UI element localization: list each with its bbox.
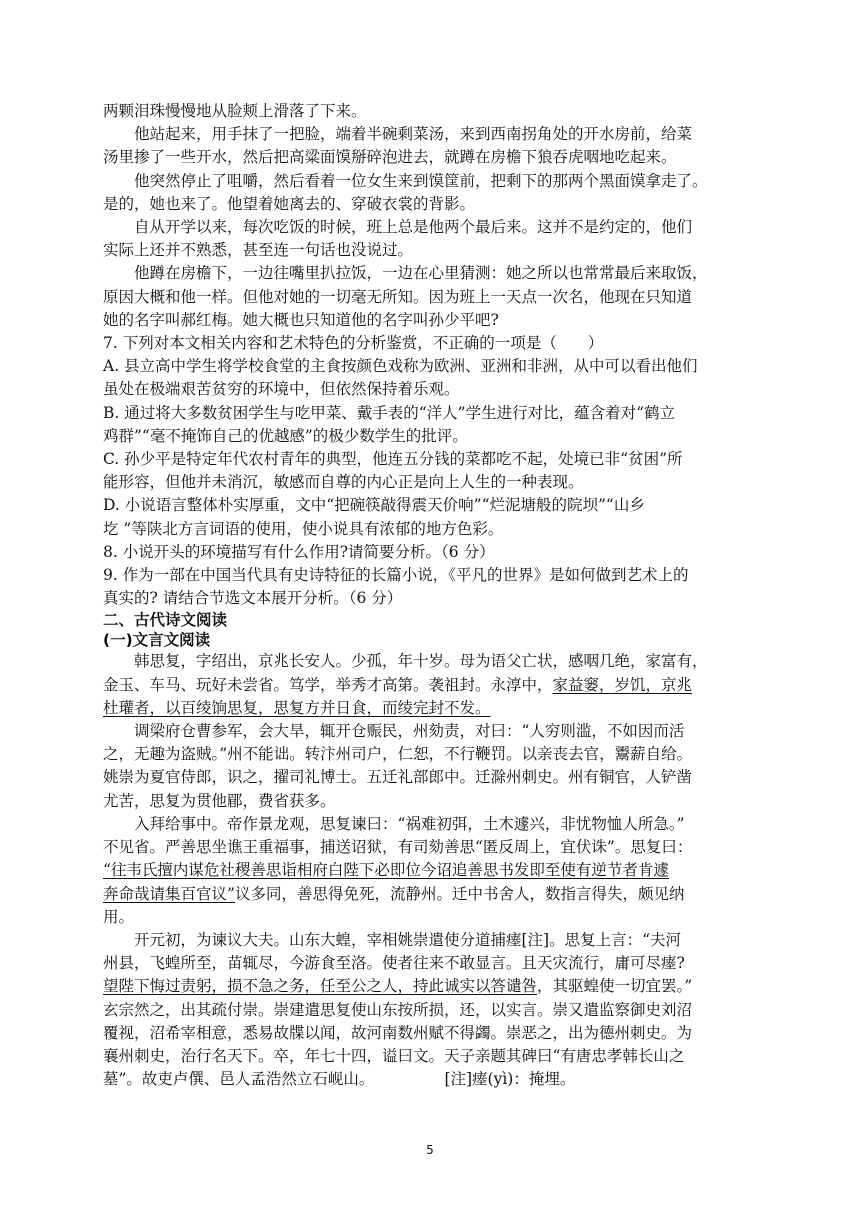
text-line xyxy=(103,859,759,882)
option-c-line: 能形容，但他并未消沉，敏感而自尊的内心正是向上人生的一种表现。 xyxy=(103,473,584,492)
text-line: 襄州刺史，治行名天下。卒，年七十四，谥曰文。天子亲题其碑曰“有唐忠孝韩长山之 xyxy=(103,1046,685,1065)
text-line: 韩思复，字绍出，京兆长安人。少孤，年十岁。母为语父亡状，感咽几绝，家富有， xyxy=(134,652,708,671)
text-line: 他站起来，用手抹了一把脸，端着半碗剩菜汤，来到西南拐角处的开水房前，给菜 xyxy=(134,125,693,144)
option-b-line: 鸡群”“毫不掩饰自己的优越感”的极少数学生的批评。 xyxy=(103,426,468,445)
text-line: 望陛下悔过责躬，损不急之务，任至公之人，持此诚实以答谴咎，其驱蝗使一切宜罢。” xyxy=(103,977,693,996)
text-line: 不见省。严善思坐谯王重福事，捕送诏狱，有司劾善思“匿反周上，宜伏诛”。思复曰： xyxy=(103,838,693,857)
text-line: 她的名字叫郝红梅。她大概也只知道他的名字叫孙少平吧? xyxy=(103,310,499,329)
underlined-sentence: 望陛下悔过责躬，损不急之务，任至公之人，持此诚实以答谴咎 xyxy=(103,977,538,996)
document-body xyxy=(103,100,759,1091)
underlined-sentence: “往韦氏擅内谋危社稷善思诣相府白陛下必即位今诏追善思书发即至使有逆节者肯遽 xyxy=(103,861,669,880)
question-9-line: 真实的? 请结合节选文本展开分析。（6 分） xyxy=(103,589,403,608)
question-8: 8. 小说开头的环境描写有什么作用?请简要分析。（6 分） xyxy=(103,542,495,561)
text-line: 开元初，为谏议大夫。山东大蝗，宰相姚崇遣使分道捕瘗[注]。思复上言：“夫河 xyxy=(134,930,682,949)
text-line: 奔命哉请集百官议”议多同，善思得免死，流静州。迁中书舍人，数指言得失，颇见纳 xyxy=(103,884,685,903)
underlined-sentence: 家益窭，岁饥，京兆 xyxy=(552,675,693,694)
text-line: 原因大概和他一样。但他对她的一切毫无所知。因为班上一天点一次名，他现在只知道 xyxy=(103,287,693,306)
text-line: 两颗泪珠慢慢地从脸颊上滑落了下来。 xyxy=(103,102,367,120)
text-line: 姚崇为夏官侍郎，识之，擢司礼博士。五迁礼部郎中。迁滁州刺史。州有铜官，人铲凿 xyxy=(103,768,693,787)
text-line: 金玉、车马、玩好未尝省。笃学，举秀才高第。袭祖封。永淳中，家益窭，岁饥，京兆 xyxy=(103,675,693,694)
text-line: 是的，她也来了。他望着她离去的、穿破衣裳的背影。 xyxy=(103,194,476,213)
option-c-line: C. 孙少平是特定年代农村青年的典型，他连五分钱的菜都吃不起，处境已非“贫困”所 xyxy=(103,450,683,469)
option-d-line: 圪 ”等陕北方言词语的使用，使小说具有浓郁的地方色彩。 xyxy=(103,519,504,538)
underlined-sentence: 奔命哉请集百官议” xyxy=(103,884,235,903)
text-line: 墓”。故吏卢僎、邑人孟浩然立石岘山。 [注]瘗(yì)：掩埋。 xyxy=(103,1070,576,1089)
option-d-line: D. 小说语言整体朴实厚重，文中“把碗筷敲得震天价响”“烂泥塘般的院坝”“山乡 xyxy=(103,496,645,515)
text-line: 自从开学以来，每次吃饭的时候，班上总是他两个最后来。这并不是约定的，他们 xyxy=(134,218,693,237)
option-b-line: B. 通过将大多数贫困学生与吃甲菜、戴手表的“洋人”学生进行对比，蕴含着对“鹤立 xyxy=(103,403,676,422)
text-line: 用。 xyxy=(103,907,135,926)
text-line: 玄宗然之，出其疏付崇。崇建遣思复使山东按所损，还，以实言。崇又遣监察御史刘沼 xyxy=(103,1000,693,1019)
section-heading: 二、古代诗文阅读 xyxy=(103,611,228,630)
underlined-sentence: 杜瓘者，以百绫饷思复，思复方并日食，而绫完封不发。 xyxy=(103,698,491,717)
text-line: 实际上还并不熟悉，甚至连一句话也没说过。 xyxy=(103,241,414,260)
subsection-heading: (一)文言文阅读 xyxy=(103,631,211,650)
text-line: 覆视，沼希宰相意，悉易故牒以闻，故河南数州赋不得蠲。崇恶之，出为德州刺史。为 xyxy=(103,1023,693,1042)
text-line: 尤苦，思复为贯他郿，费省获多。 xyxy=(103,791,336,810)
text-line: 入拜给事中。帝作景龙观，思复谏曰：“祸难初弭，土木遽兴，非忧物恤人所急。” xyxy=(134,814,685,833)
text-line: 之，无趣为盗贼。”州不能诎。转汴州司户，仁恕，不行鞭罚。以亲丧去官，鬻薪自给。 xyxy=(103,745,693,764)
text-line: 他突然停止了咀嚼，然后看着一位女生来到馍筐前，把剩下的那两个黑面馍拿走了。 xyxy=(134,171,708,190)
text-line: 调梁府仓曹参军，会大旱，辄开仓赈民，州劾责，对曰：“人穷则滥，不如因而活 xyxy=(134,722,685,741)
question-7-stem: 7. 下列对本文相关内容和艺术特色的分析鉴赏，不正确的一项是（ ） xyxy=(103,334,604,353)
option-a-line: 虽处在极端艰苦贫穷的环境中，但依然保持着乐观。 xyxy=(103,380,460,399)
option-a-line: A. 县立高中学生将学校食堂的主食按颜色戏称为欧洲、亚洲和非洲，从中可以看出他们 xyxy=(103,357,698,376)
text-line: 汤里掺了一些开水，然后把高粱面馍掰碎泡进去，就蹲在房檐下狼吞虎咽地吃起来。 xyxy=(103,148,677,167)
question-9-line: 9. 作为一部在中国当代具有史诗特征的长篇小说，《平凡的世界》是如何做到艺术上的 xyxy=(103,566,689,585)
text-line xyxy=(103,697,759,720)
text-line: 他蹲在房檐下，一边往嘴里扒拉饭，一边在心里猜测：她之所以也常常最后来取饭， xyxy=(134,264,708,283)
text-line: 州县，飞蝗所至，苗辄尽，今游食至洛。使者往来不敢显言。且天灾流行，庸可尽瘗? xyxy=(103,954,685,973)
footnote: [注]瘗(yì)：掩埋。 xyxy=(444,1070,576,1089)
page-number: 5 xyxy=(426,1143,434,1157)
